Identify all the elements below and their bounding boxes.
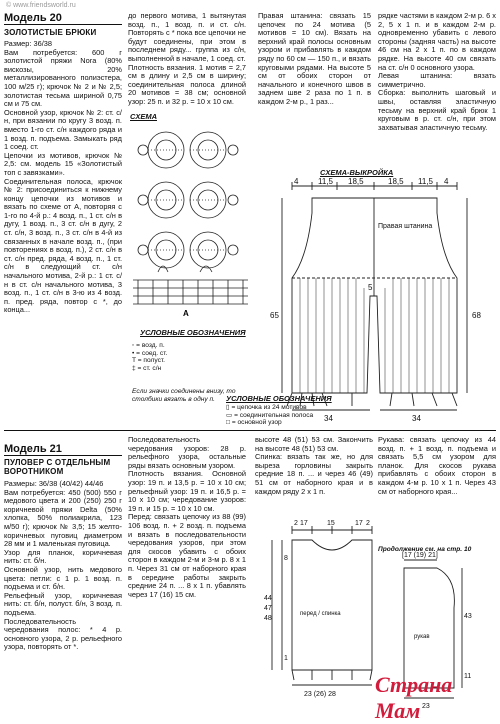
dim-bottom-0: 34 xyxy=(324,414,333,423)
p21-front-label: перед / спинка xyxy=(300,611,341,617)
legend1-title: УСЛОВНЫЕ ОБОЗНАЧЕНИЯ xyxy=(140,328,246,337)
p21-side-1: 47 xyxy=(264,605,272,612)
legend1-list xyxy=(132,342,250,372)
half-double-icon: T xyxy=(132,357,138,365)
legend1-item: T = полуст. xyxy=(132,357,166,365)
model21-text-col2: Последовательность чередования узоров: 28 р. рельефного узора, остальные ряды вязать основным узором. Плотность вязания. Основной узор: 19 п. и 13,5 р. = 10 х 10 см; рельефный узор: 19 п. и 16,5 р. = 10 х 10 см; чередование узоров: 19 п. и 15 р. = 10 х 10 см. Перед: связать цепочку из 88 (99) 106 возд. п. + 2 возд. п. подъема и вязать в последовательности чередования узоров, при этом для скосов убавить с обоих сторон в каждом 2-м и 3-м р. 8 х 1 п. Через 31 см от наборного края в середине работы закрыть средние 24 п. ... 8 х 1 п. убавлять через 17 (16) 15 см. xyxy=(128,435,246,599)
p21-side2-0: 8 xyxy=(284,555,288,562)
legend2-item: □ = основной узор xyxy=(226,419,282,427)
section-divider xyxy=(4,430,496,431)
chain-symbol-icon: ◦ xyxy=(132,342,137,349)
model20-text-col1: Размер: 36/38 Вам потребуется: 600 г золотистой пряжи Nora (80% вискозы, 20% металлизированного полиэстера, 100 м/25 г); крючок № 2 и № 2,5; золотистая тесьма шириной 0,75 см и 75 см. Основной узор, крючок № 2: ст. с/н, при вязании по кругу 3 возд. п. вместо 1-го ст. с/н каждого ряда и 1 возд. п. подъема. Замыкать ряд 1 соед. ст. Цепочки из мотивов, крючок № 2,5: см. модель 15 «Золотистый топ с завязками». Соединительная полоса, крючок № 2: присоединиться к нижнему концу цепочки из мотивов и вязать по схеме от А, повторяя с 1-го по 4-й р.: 4 возд. п., 1 ст. с/н в дугу, 1 возд. п., 3 ст. с/н в дугу, 2 ст. с/н, 3 возд. п., 3 ст. с/н в 4-й из связанных в начале возд. п., (при повторениях в возд. п.), 2 ст. с/н в ст. с/н пред. ряда, 4 возд. п., 1 ст. с/н в следующий ст. с/н начального мотива, 2-й р.: 1 ст. с/н в ст. с/н начального мотива, 3 возд. п., 1 ст. с/н в 3-ю из 4 возд. п. пред. ряда, повтор с *, до конца... xyxy=(4,39,122,315)
watermark: © www.friendsworld.ru xyxy=(6,2,76,9)
dim-left: 65 xyxy=(270,311,279,320)
legend1-item: • = соед. ст. xyxy=(132,349,168,357)
p21-top-0: 2 xyxy=(294,520,298,527)
continued-note: Продолжение см. на стр. 10 xyxy=(378,546,472,553)
dim-top-1: 11,5 xyxy=(318,177,333,186)
model21-title: Модель 21 xyxy=(4,443,122,456)
p21-side2-1: 1 xyxy=(284,655,288,662)
chain-motif-icon: ▯ xyxy=(226,404,232,411)
p21-side-0: 44 xyxy=(264,595,272,602)
legend2-item: ▯ = цепочка из 24 мотивов xyxy=(226,404,307,411)
model21-text-col1: Размеры: 36/38 (40/42) 44/46 Вам потребуется: 450 (500) 550 г медового цвета и 200 (250) 250 г коричневой пряжи Delta (50% хлопка, 50% полиакрила, 123 м/50 г); крючок № 3,5; 15 желто-коричневых пуговиц диаметром 28 мм и 1 маленькая пуговица. Узор для планок, коричневая нить: ст. б/н. Основной узор, нить медового цвета: петли: с 1 р. 1 возд. п. подъема и ст. б/н. Рельефный узор, коричневая нить: ст. б/н, полуст. б/н, 3 возд. п. подъема. Последовательность чередования полос: * 4 р. основного узора, 2 р. рельефного узора, повторять от *. xyxy=(4,479,122,652)
sleeve-bottom: 23 xyxy=(422,703,430,710)
scheme-label: СХЕМА xyxy=(130,112,157,121)
dim-top-5: 4 xyxy=(444,177,449,186)
trouser-pattern xyxy=(252,178,497,426)
dim-top-3: 18,5 xyxy=(388,177,404,186)
model20-subtitle: ЗОЛОТИСТЫЕ БРЮКИ xyxy=(4,28,97,37)
sleeve-label: рукав xyxy=(414,634,430,640)
p21-top-4: 2 xyxy=(366,520,370,527)
model20-title: Модель 20 xyxy=(4,12,122,25)
dim-top-4: 11,5 xyxy=(418,177,433,186)
double-crochet-icon: ‡ xyxy=(132,364,138,372)
strip-icon: ▭ xyxy=(226,411,235,419)
pullover-pattern xyxy=(262,520,390,702)
scheme-start-mark: A xyxy=(183,309,189,318)
p21-bottom: 23 (26) 28 xyxy=(304,691,336,698)
legend2-title: УСЛОВНЫЕ ОБОЗНАЧЕНИЯ xyxy=(226,394,332,403)
pattern-title: СХЕМА-ВЫКРОЙКА xyxy=(320,168,394,177)
slip-stitch-icon: • xyxy=(132,349,137,357)
right-leg-label: Правая штанина xyxy=(378,223,433,230)
base-pattern-icon: □ xyxy=(226,419,232,427)
crochet-scheme xyxy=(128,120,253,325)
p21-top-3: 17 xyxy=(355,520,363,527)
sleeve-side-1: 11 xyxy=(464,673,472,680)
legend2-item: ▭ = соединительная полоса xyxy=(226,411,314,419)
model20-text-col2: до первого мотива, 1 вытянутая возд. п., 1 возд. п. и ст. с/н. Повторять с * пока все цепочки не будут соединены, при этом в последнем ряду... группа из с/н, выполненной в начале, 1 соед. ст. Плотность вязания. 1 мотив = 2,7 см в длину и 2,5 см в ширину; соединительная полоса длиной 20 мотивов = 38 см; основной узор: 25 п. и 32 р. = 10 х 10 см. xyxy=(128,11,246,106)
legend1-item: ◦ = возд. п. xyxy=(132,342,165,349)
p21-top-1: 17 xyxy=(300,520,308,527)
site-logo: Страна Мам xyxy=(375,672,453,723)
dim-bottom-1: 34 xyxy=(412,414,421,423)
p21-side-2: 48 xyxy=(264,615,272,622)
model21-subtitle: ПУЛОВЕР С ОТДЕЛЬНЫМ ВОРОТНИКОМ xyxy=(4,458,111,476)
sleeve-top: [17 (19) 21] xyxy=(402,552,438,559)
dim-mid: 5 xyxy=(368,283,373,292)
dim-top-2: 18,5 xyxy=(348,177,364,186)
legend1-item: ‡ = ст. с/н xyxy=(132,364,162,372)
legend1-note: Если значки соединены внизу, то столбики вязать в одну п. xyxy=(132,388,236,403)
model20-text-col3: Правая штанина: связать 15 цепочек по 24 мотива (5 мотивов = 10 см). Вязать на верхний край полосы основным узором и прибавлять в каждом ряду по 60 см — 150 п., и вязать круговыми рядами. На высоте 5 см от обоих сторон от начального и конечного швов в заднем шве 2 раза по 1 п. в каждом 2-м р., 1 раз... xyxy=(258,11,371,106)
model20-text-col4: рядке частями в каждом 2-м р. 6 х 2, 5 х 1 п. и в каждом 2-м р. одновременно убавить с левого стороны (задняя часть) на высоте 46 см на 2 х 1 п. по в каждом рядке. На высоте 40 см связать на ст. с/н 0 основного узора. Левая штанина: вязать симметрично. Сборка: выполнить шаговый и швы, оставляя эластичную тесьму на верхний край брюк 1 круговым в р. ст. с/н, при этом захватывая эластичную тесьму. xyxy=(378,11,496,132)
p21-top-2: 15 xyxy=(327,520,335,527)
model21-text-col4: Рукава: связать цепочку из 44 возд. п. + 1 возд. п. подъема и связать 5,5 см узором для планок. Для скосов рукава прибавлять с обоих сторон в каждом 4-м р. 10 х 1 п. Через 43 см от наборного края... xyxy=(378,435,496,496)
model21-text-col3: высоте 48 (51) 53 см. Закончить на высоте 48 (51) 53 см. Спинка: вязать так же, но для выреза горловины закрыть средние 18 п. ... и через 46 (49) 51 см от наборного края и в каждом ряду 2 х 1 п. xyxy=(255,435,373,496)
dim-right: 68 xyxy=(472,311,481,320)
dim-top-0: 4 xyxy=(294,177,299,186)
sleeve-side-0: 43 xyxy=(464,613,472,620)
legend2-list xyxy=(226,404,376,427)
